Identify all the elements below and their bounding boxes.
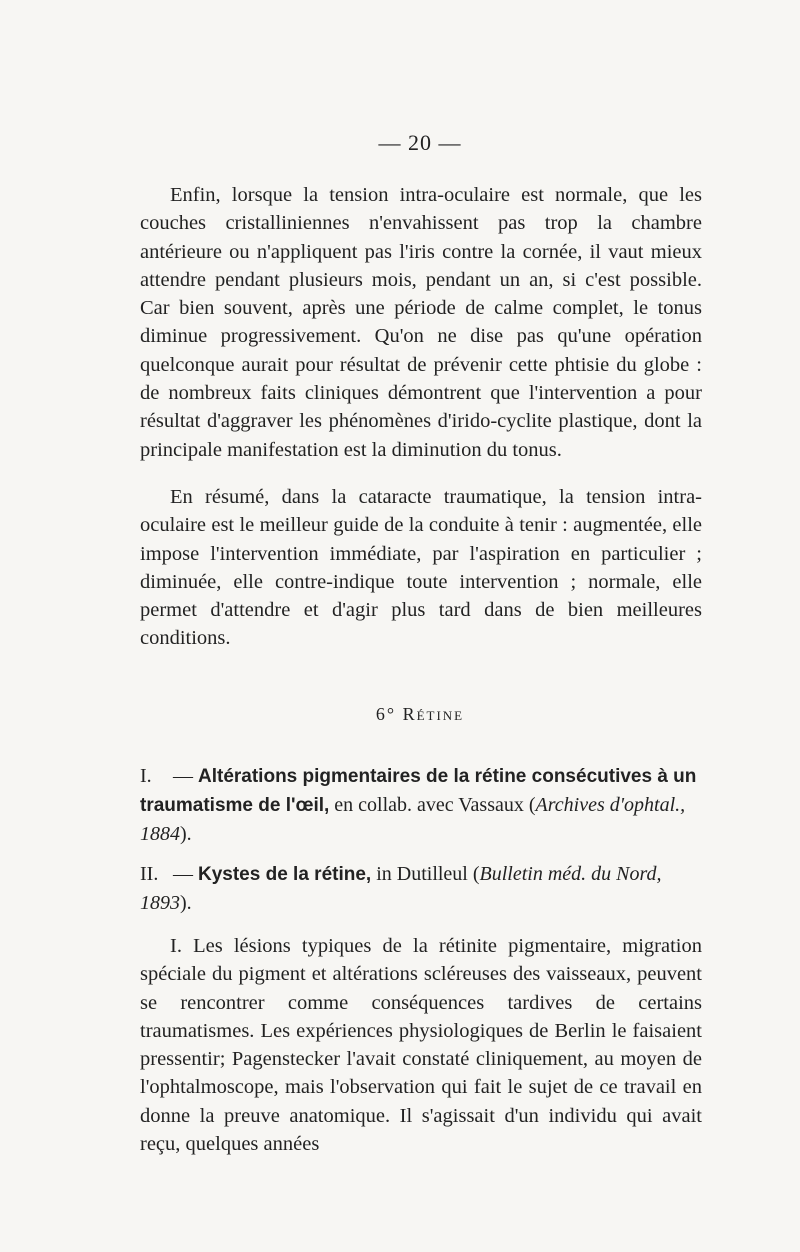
publication-close: ). xyxy=(180,823,192,845)
publication-title: Kystes de la rétine, xyxy=(198,864,372,885)
publication-item xyxy=(140,860,706,918)
publication-detail: in Dutilleul ( xyxy=(371,863,480,885)
publication-journal: Bulletin méd. du Nord, 1893 xyxy=(140,863,662,914)
section-heading: 6° Rétine xyxy=(375,704,465,724)
publication-close: ). xyxy=(180,892,192,914)
publication-journal: Archives d'ophtal., 1884 xyxy=(140,794,686,845)
page-number: — 20 — xyxy=(378,130,462,155)
publication-number: I. xyxy=(140,765,152,787)
paragraph-lesions: I. Les lésions typiques de la rétinite pigmentaire, migration spéciale du pigment et altérations scléreuses des vaisseaux, peuvent se rencontrer comme conséquences tardives de certains traumatismes. Les expériences physiologiques de Berlin le faisaient pressentir; Pagenstecker l'avait constaté cliniquement, au moyen de l'ophtalmoscope, mais l'observation qui fait le sujet de ce travail en donne la preuve anatomique. Il s'agissait d'un individu qui avait reçu, quelques années xyxy=(140,935,702,1156)
paragraph-resume: En résumé, dans la cataracte traumatique, la tension intra-oculaire est le meilleur guide de la conduite à tenir : augmentée, elle impose l'intervention immédiate, par l'aspiration en particulier ; diminuée, elle contre-indique toute intervention ; normale, elle permet d'attendre et d'agir plus tard dans de bien meilleures conditions. xyxy=(140,486,702,650)
publication-dash: — xyxy=(168,863,198,885)
publication-item xyxy=(140,762,706,849)
publication-number: II. xyxy=(140,863,159,885)
paragraph-tension-normale: Enfin, lorsque la tension intra-oculaire est normale, que les couches cristalliniennes n'envahissent pas trop la chambre antérieure ou n'appliquent pas l'iris contre la cornée, il vaut mieux attendre pendant plusieurs mois, pendant un an, si c'est possible. Car bien souvent, après une période de calme complet, le tonus diminue progressivement. Qu'on ne dise pas qu'une opération quelconque aurait pour résultat de prévenir cette phtisie du globe : de nombreux faits cliniques démontrent que l'intervention a pour résultat d'aggraver les phénomènes d'irido-cyclite plastique, dont la principale manifestation est la diminution du tonus. xyxy=(140,184,702,461)
publication-detail: en collab. avec Vassaux ( xyxy=(329,794,536,816)
publication-title: Altérations pigmentaires de la rétine consécutives à un traumatisme de l'œil, xyxy=(140,766,697,816)
publication-dash: — xyxy=(168,765,198,787)
